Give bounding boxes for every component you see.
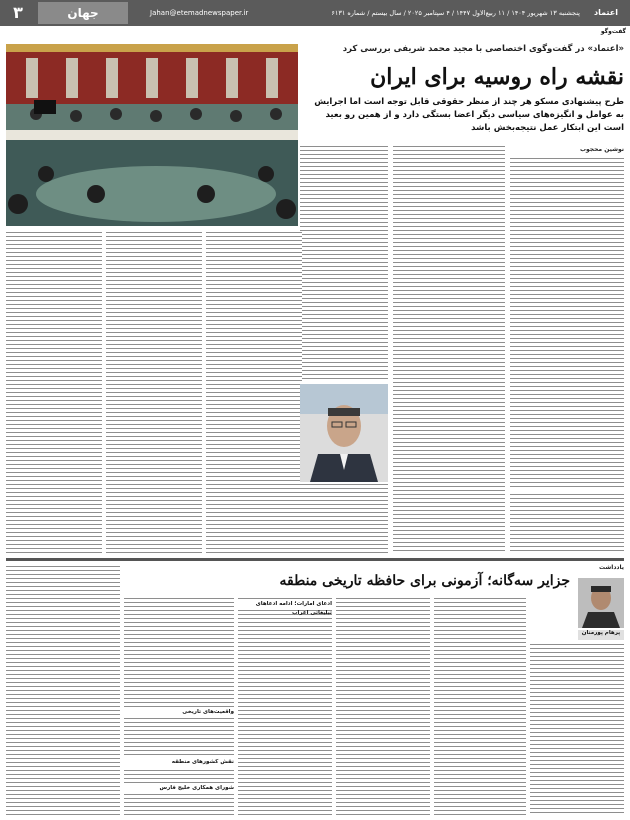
body-text-column — [238, 598, 332, 816]
body-text-column — [393, 438, 505, 554]
body-text-column — [336, 598, 430, 816]
body-text-column — [510, 158, 624, 490]
body-text-column — [300, 484, 388, 554]
article-headline: جزایر سه‌گانه؛ آزمونی برای حافظه تاریخی منطقه — [279, 573, 570, 589]
article-subhead: نقش کشورهای منطقه — [124, 758, 234, 767]
body-text-column — [6, 566, 120, 816]
section-divider — [6, 558, 624, 561]
article-subhead: واقعیت‌های تاریخی — [124, 708, 234, 717]
section-label: گفت‌وگو — [600, 28, 626, 35]
article-kicker: «اعتماد» در گفت‌وگوی اختصاصی با مجید محمد شریفی بررسی کرد — [342, 44, 624, 54]
article-subhead: ادعای امارات؛ ادامه ادعاهای تبلیغاتی اعراب — [238, 600, 332, 609]
article-subhead: شورای همکاری خلیج فارس — [124, 784, 234, 793]
body-text-column — [206, 232, 302, 554]
author-photo — [578, 578, 624, 628]
body-text-column — [124, 598, 234, 816]
section-name: جهان — [38, 2, 128, 24]
header-email: Jahan@etemadnewspaper.ir — [150, 9, 249, 17]
body-text-column — [106, 232, 202, 554]
article-subhead: طرح پیشنهادی مسکو هر چند از منظر حقوقی قابل توجه است اما اجرایش به عوامل و انگیزه‌های سیاسی دیگر اعضا بستگی دارد و از همین رو بعید است این ابتکار عمل نتیجه‌بخش باشد — [314, 97, 624, 133]
page-number: ۳ — [13, 3, 23, 22]
interviewee-portrait — [300, 384, 388, 482]
body-text-column — [434, 598, 526, 816]
body-text-column — [393, 146, 505, 436]
header-date-line: پنجشنبه ۱۳ شهریور ۱۴۰۴ / ۱۱ ربیع‌الاول ۱۴۴۷ / ۴ سپتامبر ۲۰۲۵ / سال بیستم / شماره ۶۱۳۱ — [331, 9, 580, 17]
body-text-column — [530, 644, 624, 816]
article-headline: نقشه راه روسیه برای ایران — [370, 64, 624, 90]
author-byline: نوشین محجوب — [540, 146, 624, 156]
body-text-column — [300, 146, 388, 382]
body-text-column — [6, 232, 102, 554]
conference-photo — [6, 44, 298, 226]
author-byline: پرهام پورمنان — [578, 630, 624, 640]
newspaper-logo: اعتماد — [594, 8, 618, 17]
body-text-column — [510, 494, 624, 554]
section-label: یادداشت — [599, 564, 624, 571]
